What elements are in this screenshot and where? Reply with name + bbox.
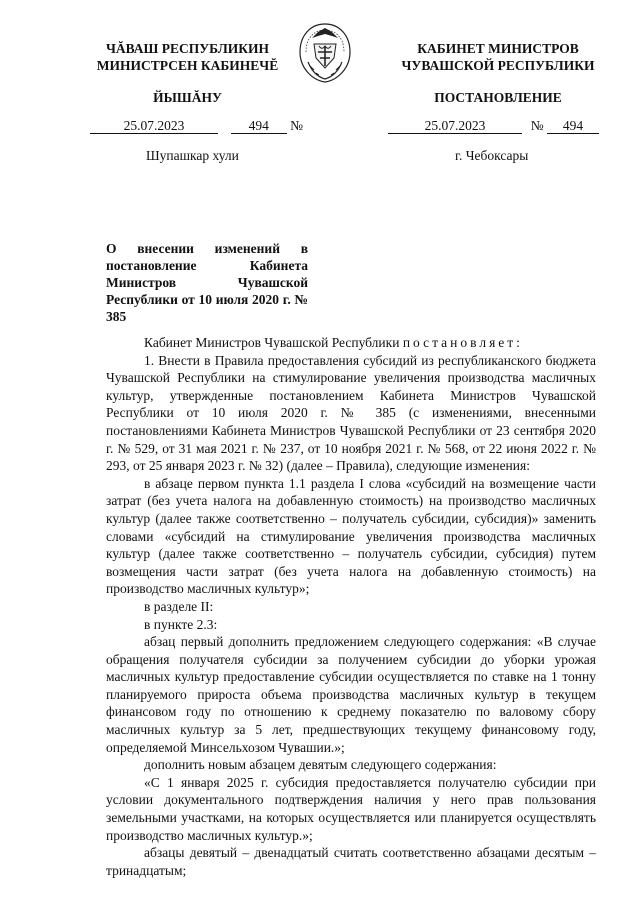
body-paragraph: абзац первый дополнить предложением следующего содержания: «В случае обращения получателя субсидии за получением субсидии до уборки урожая масличных культур предоставление субсидии осуществляется по ставке на 1 тонну планируемого прироста объема производства масличных культур в текущем финансовом году по отношению к среднему показателю по валовому сбору масличных культур за 5 лет, предшествующих текущему финансовому году, определяемой Минсельхозом Чувашии.»; [106, 634, 596, 755]
coat-of-arms-icon [296, 22, 354, 84]
intro-paragraph [106, 334, 596, 352]
header-right-doc-type: ПОСТАНОВЛЕНИЕ [434, 90, 562, 105]
document-subject: О внесении изменений в постановление Кабинета Министров Чувашской Республики от 10 июля 2020 г. № 385 [106, 241, 308, 324]
header-right-date-number [388, 118, 599, 134]
header-left-org [60, 40, 315, 74]
body-paragraph: в пункте 2.3: [144, 616, 218, 632]
body-paragraph: в абзаце первом пункта 1.1 раздела I слова «субсидий на возмещение части затрат (без учета налога на добавленную стоимость) на производство масличных культур (далее также соответственно – получатель субсидии, субсидия)» заменить словами «субсидий на стимулирование увеличения производства масличных культур (далее также соответственно – получатель субсидии, субсидия) путем возмещения части затрат (без учета налога на добавленную стоимость) на производство масличных культур»; [106, 475, 596, 597]
body-paragraph: абзацы девятый – двенадцатый считать соответственно абзацами десятым – тринадцатым; [106, 845, 596, 878]
header-right-org [388, 40, 608, 74]
header-left-city: Шупашкар хули [146, 148, 239, 163]
header-left-line2: МИНИСТРСЕН КАБИНЕЧĔ [96, 58, 279, 73]
intro-lead: Кабинет Министров Чувашской Республики [144, 335, 400, 350]
header-right-city: г. Чебоксары [455, 148, 529, 163]
header-left-date-number [90, 118, 303, 134]
document-body [106, 334, 596, 879]
intro-verb: постановляет: [402, 335, 523, 350]
header-left-date: 25.07.2023 [90, 118, 218, 134]
header-right-number: 494 [547, 118, 599, 134]
header-left-line1: ЧĂВАШ РЕСПУБЛИКИН [105, 41, 270, 56]
header-right-line2: ЧУВАШСКОЙ РЕСПУБЛИКИ [401, 58, 595, 73]
header-left-number: 494 [231, 118, 287, 134]
body-paragraph: дополнить новым абзацем девятым следующего содержания: [144, 757, 497, 773]
header-left-number-sign: № [290, 118, 304, 133]
body-paragraph: в разделе II: [144, 598, 214, 614]
body-paragraph: 1. Внести в Правила предоставления субсидий из республиканского бюджета Чувашской Республики на стимулирование увеличения производства масличных культур, утвержденные постановлением Кабинета Министров Чувашской Республики от 10 июля 2020 г. № 385 (с изменениями, внесенными постановлениями Кабинета Министров Чувашской Республики от 23 сентября 2020 г. № 529, от 31 мая 2021 г. № 237, от 10 ноября 2021 г. № 568, от 22 июня 2022 г. № 293, от 25 января 2023 г. № 32) (далее – Правила), следующие изменения: [106, 352, 596, 474]
header-left-doc-type: ЙЫШĂНУ [153, 90, 222, 105]
header-right-line1: КАБИНЕТ МИНИСТРОВ [417, 41, 579, 56]
header-right-number-sign: № [530, 118, 544, 133]
header-right-date: 25.07.2023 [388, 118, 522, 134]
body-paragraph: «С 1 января 2025 г. субсидия предоставляется получателю субсидии при условии документального подтверждения наличия у него прав пользования земельными участками, на которых осуществляется или планируется осуществлять производство масличных культур.»; [106, 774, 596, 843]
